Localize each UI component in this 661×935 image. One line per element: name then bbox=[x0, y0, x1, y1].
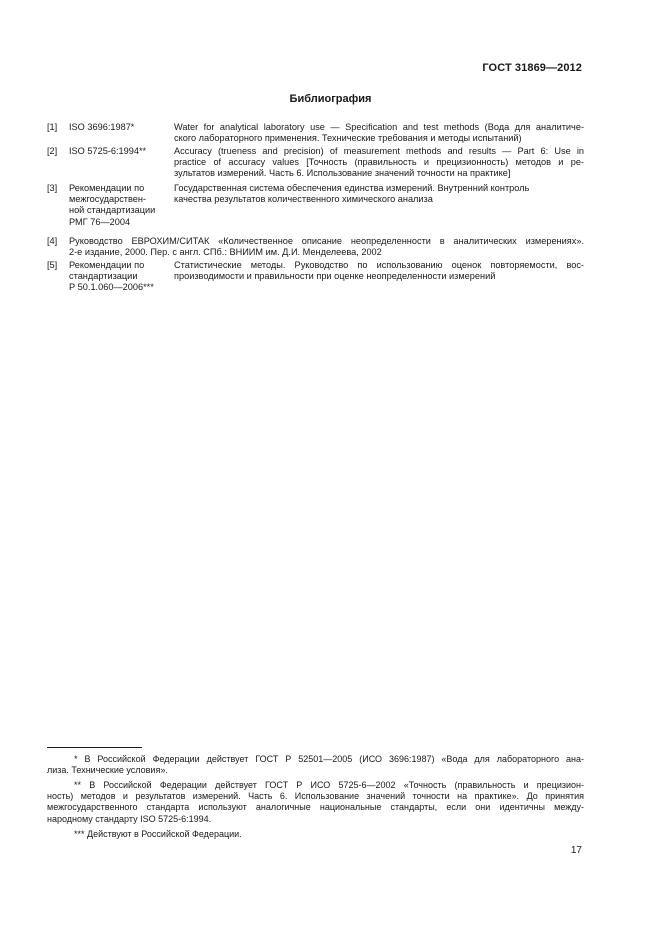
footnote-1: * В Российской Федерации действует ГОСТ Р 52501—2005 (ИСО 3696:1987) «Вода для лабораторного ана- лиза. Технические условия». bbox=[47, 754, 584, 776]
bib-reference: ISO 3696:1987* bbox=[69, 122, 135, 132]
footnote-2: ** В Российской Федерации действует ГОСТ Р ИСО 5725-6—2002 «Точность (правильность и прецизион- ность) методов и результатов измерений. Часть 6. Использование значений точности на практике». До принятия межгосударственного стандарта используют аналогичные национальные стандарты, если они идентичны между- народному стандарту ISO 5725-6:1994. bbox=[47, 780, 584, 824]
bib-number: [3] bbox=[47, 183, 58, 193]
bib-reference: Рекомендации по стандартизации Р 50.1.060—2006*** bbox=[69, 260, 154, 293]
bib-number: [5] bbox=[47, 260, 58, 270]
bib-description: Руководство ЕВРОХИМ/СИТАК «Количественное описание неопределенности в аналитических измерениях». 2-е издание, 2000. Пер. с англ. СПб.: ВНИИМ им. Д.И. Менделеева, 2002 bbox=[69, 236, 584, 258]
page-number: 17 bbox=[570, 845, 582, 856]
bib-reference: ISO 5725-6:1994** bbox=[69, 146, 147, 156]
bib-number: [2] bbox=[47, 146, 58, 156]
bib-description: Water for analytical laboratory use — Specification and test methods (Вода для аналитиче- ского лабораторного применения. Технические требования и методы испытаний) bbox=[174, 122, 584, 144]
bib-description: Accuracy (trueness and precision) of measurement methods and results — Part 6: Use in practice of accuracy values [Точность (правильность и прецизионность) методов и ре- зультатов измерений. Часть 6. Использование значений точности на практике] bbox=[174, 146, 584, 179]
bib-description: Статистические методы. Руководство по использованию оценок повторяемости, вос- производимости и правильности при оценке неопределенности измерений bbox=[174, 260, 584, 282]
page-title: Библиография bbox=[289, 93, 372, 105]
footnote-3: *** Действуют в Российской Федерации. bbox=[74, 829, 242, 839]
bib-description: Государственная система обеспечения единства измерений. Внутренний контроль качества результатов количественного химического анализа bbox=[174, 183, 530, 205]
bib-number: [1] bbox=[47, 122, 58, 132]
footnote-divider bbox=[47, 747, 142, 748]
bib-number: [4] bbox=[47, 236, 58, 246]
document-code: ГОСТ 31869—2012 bbox=[482, 62, 582, 74]
bib-reference: Рекомендации по межгосударствен- ной стандартизации РМГ 76—2004 bbox=[69, 183, 156, 227]
